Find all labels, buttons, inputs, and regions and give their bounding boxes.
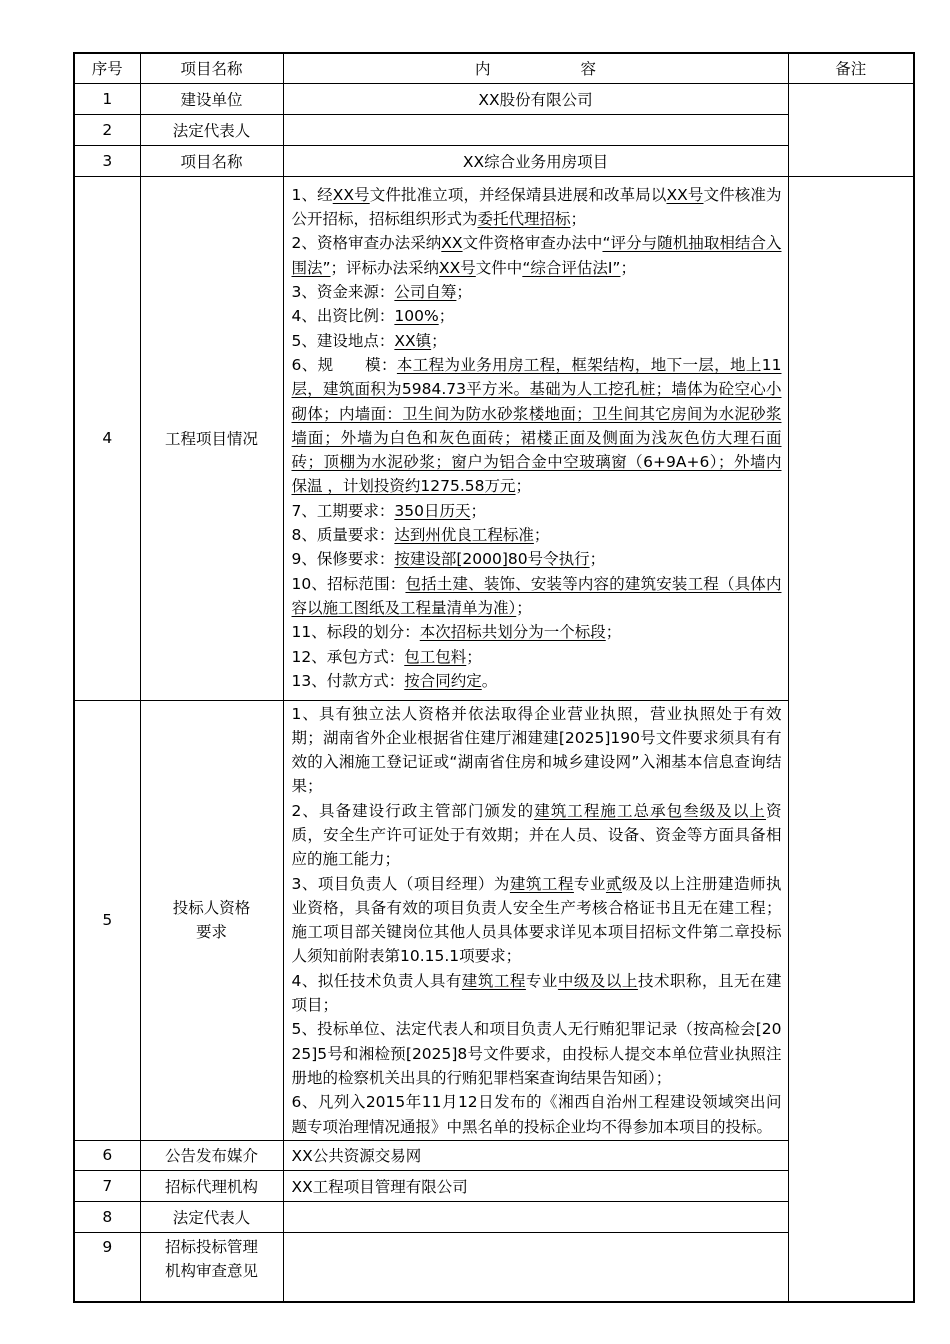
row-seq: 6	[74, 1140, 140, 1170]
paragraph: 5、投标单位、法定代表人和项目负责人无行贿犯罪记录（按高检会[2025]5号和湘检预[2025]8号文件要求，由投标人提交本单位营业执照注册地的检察机关出具的行贿犯罪档案查询结果告知函）；	[291, 1020, 782, 1087]
row-seq: 1	[74, 83, 140, 114]
table-header-row	[74, 53, 914, 83]
row-seq: 8	[74, 1201, 140, 1232]
row-seq: 7	[74, 1170, 140, 1201]
paragraph: 7、工期要求：350日历天；	[291, 501, 486, 520]
paragraph: 2、具备建设行政主管部门颁发的建筑工程施工总承包叁级及以上资质，安全生产许可证处于有效期；并在人员、设备、资金等方面具备相应的施工能力；	[291, 801, 782, 869]
row-name: 工程项目情况	[140, 176, 283, 700]
row-name: 投标人资格 要求	[140, 700, 283, 1140]
paragraph: 1、经XX号文件批准立项，并经保靖县进展和改革局以XX号文件核准为公开招标，招标组织形式为委托代理招标；	[291, 185, 782, 229]
row-value	[283, 1201, 788, 1232]
paragraph: 2、资格审查办法采纳XX文件资格审查办法中“评分与随机抽取相结合入围法”；评标办法采纳XX号文件中“综合评估法Ⅰ”；	[291, 234, 782, 277]
paragraph: 6、规 模：本工程为业务用房工程，框架结构，地下一层，地上11层，建筑面积为5984.73平方米。基础为人工挖孔桩；墙体为砼空心小砌体；内墙面：卫生间为防水砂浆楼地面；卫生间其它房间为水泥砂浆墙面；外墙为白色和灰色面砖；裙楼正面及侧面为浅灰色仿大理石面砖；顶棚为水泥砂浆；窗户为铝合金中空玻璃窗（6+9A+6）；外墙内保温 ，计划投资约1275.58万元；	[291, 355, 782, 496]
paragraph: 10、招标范围：包括土建、装饰、安装等内容的建筑安装工程（具体内容以施工图纸及工程量清单为准）；	[291, 574, 782, 617]
review-opinion	[283, 1232, 788, 1302]
row-name: 招标代理机构	[140, 1170, 283, 1201]
paragraph: 11、标段的划分：本次招标共划分为一个标段；	[291, 623, 622, 642]
row-name: 建设单位	[140, 83, 283, 114]
row-seq: 3	[74, 145, 140, 176]
row-value: XX综合业务用房项目	[283, 145, 788, 176]
paragraph: 13、付款方式：按合同约定。	[291, 671, 498, 690]
project-details	[283, 176, 788, 700]
row-seq: 9	[74, 1232, 140, 1302]
paragraph: 1、具有独立法人资格并依法取得企业营业执照，营业执照处于有效期；湖南省外企业根据省住建厅湘建建[2025]190号文件要求须具有有效的入湘施工登记证或“湖南省住房和城乡建设网”入湘基本信息查询结果；	[291, 704, 782, 796]
paragraph: 4、拟任技术负责人具有建筑工程专业中级及以上技术职称，且无在建项目；	[291, 971, 782, 1015]
paragraph: 3、资金来源：公司自筹；	[291, 283, 472, 302]
row-value: XX公共资源交易网	[283, 1140, 788, 1170]
row-seq: 2	[74, 114, 140, 145]
bidder-requirements	[283, 700, 788, 1140]
paragraph: 6、凡列入2015年11月12日发布的《湘西自治州工程建设领域突出问题专项治理情况通报》中黑名单的投标企业均不得参加本项目的投标。	[291, 1093, 782, 1136]
info-table	[73, 52, 915, 1303]
header-name: 项目名称	[140, 53, 283, 83]
paragraph: 3、项目负责人（项目经理）为建筑工程专业贰级及以上注册建造师执业资格，具备有效的项目负责人安全生产考核合格证书且无在建工程；施工项目部关键岗位其他人员具体要求详见本项目招标文件第二章投标人须知前附表第10.15.1项要求；	[291, 874, 782, 966]
row-name: 法定代表人	[140, 114, 283, 145]
remark-cell	[788, 176, 914, 1302]
row-seq: 4	[74, 176, 140, 700]
header-content: 内容	[283, 53, 788, 83]
row-value	[283, 114, 788, 145]
row-seq: 5	[74, 700, 140, 1140]
header-remark: 备注	[788, 53, 914, 83]
row-name: 项目名称	[140, 145, 283, 176]
paragraph: 8、质量要求：达到州优良工程标准；	[291, 526, 550, 545]
paragraph: 5、建设地点：XX镇；	[291, 331, 447, 350]
table-row	[74, 176, 914, 700]
paragraph: 9、保修要求：按建设部[2000]80号令执行；	[291, 550, 606, 569]
paragraph: 12、承包方式：包工包料；	[291, 647, 482, 666]
paragraph: 4、出资比例：100%；	[291, 307, 455, 326]
row-name: 招标投标管理 机构审查意见	[140, 1232, 283, 1302]
row-name: 公告发布媒介	[140, 1140, 283, 1170]
row-value: XX股份有限公司	[283, 83, 788, 114]
table-row	[74, 83, 914, 114]
header-seq: 序号	[74, 53, 140, 83]
row-value: XX工程项目管理有限公司	[283, 1170, 788, 1201]
row-name: 法定代表人	[140, 1201, 283, 1232]
remark-cell	[788, 83, 914, 176]
